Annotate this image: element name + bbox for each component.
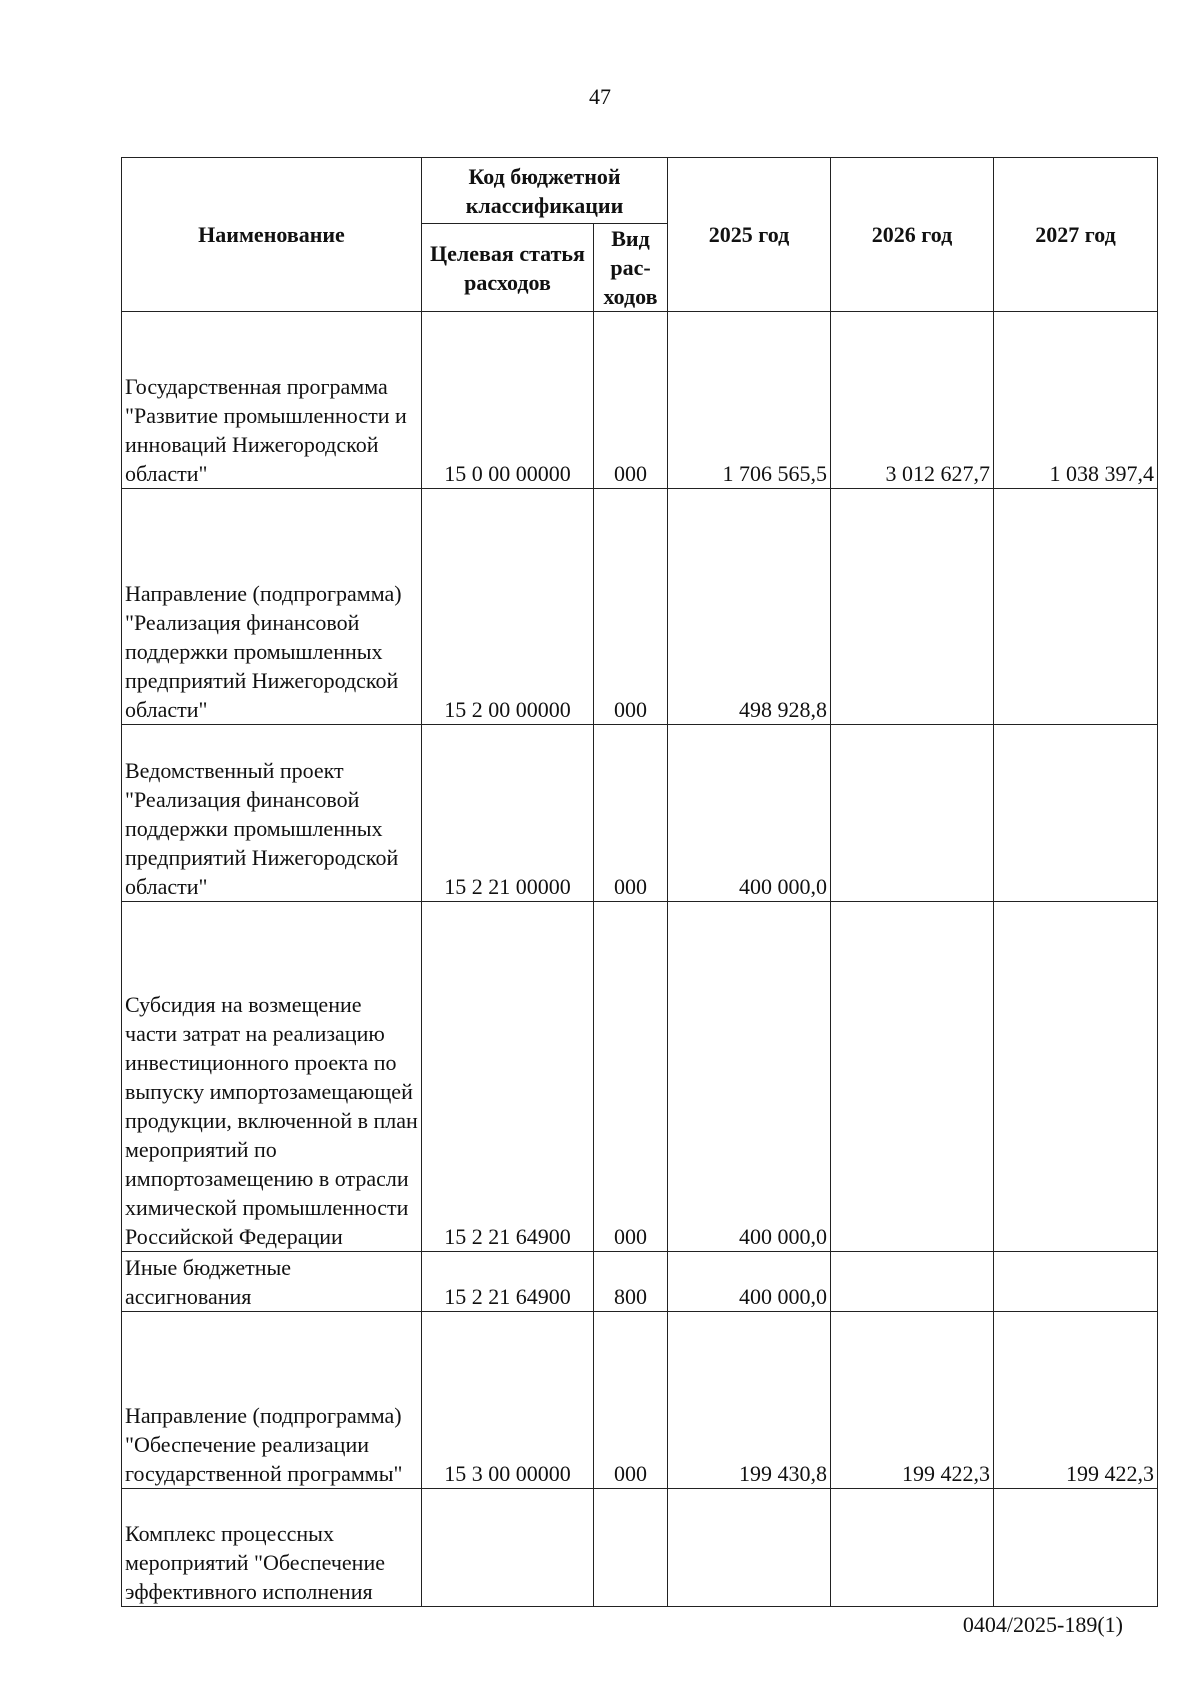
header-2025: 2025 год bbox=[668, 158, 831, 312]
row-type: 000 bbox=[594, 1312, 668, 1489]
row-name: Иные бюджетные ассигнования bbox=[122, 1252, 422, 1312]
table-row bbox=[122, 902, 1158, 1252]
row-name: Комплекс процессных мероприятий "Обеспечение эффективного исполнения bbox=[122, 1489, 422, 1607]
row-2026 bbox=[831, 1252, 994, 1312]
row-2025: 400 000,0 bbox=[668, 725, 831, 902]
table-row bbox=[122, 312, 1158, 489]
row-name: Направление (подпрограмма) "Обеспечение реализации государственной программы" bbox=[122, 1312, 422, 1489]
row-2027: 199 422,3 bbox=[994, 1312, 1158, 1489]
row-2026 bbox=[831, 725, 994, 902]
header-2026: 2026 год bbox=[831, 158, 994, 312]
row-2027: 1 038 397,4 bbox=[994, 312, 1158, 489]
row-code bbox=[422, 1489, 594, 1607]
row-name: Субсидия на возмещение части затрат на реализацию инвестиционного проекта по выпуску импортозамещающей продукции, включенной в план мероприятий по импортозамещению в отрасли химической промышленности Российской Федерации bbox=[122, 902, 422, 1252]
row-2025: 498 928,8 bbox=[668, 489, 831, 725]
row-type: 000 bbox=[594, 312, 668, 489]
page-number: 47 bbox=[589, 84, 611, 109]
row-type: 800 bbox=[594, 1252, 668, 1312]
row-2025: 400 000,0 bbox=[668, 902, 831, 1252]
row-code: 15 2 21 64900 bbox=[422, 1252, 594, 1312]
row-type bbox=[594, 1489, 668, 1607]
row-2026: 199 422,3 bbox=[831, 1312, 994, 1489]
header-code-group: Код бюджетной классификации bbox=[422, 158, 668, 224]
header-2027: 2027 год bbox=[994, 158, 1158, 312]
row-code: 15 0 00 00000 bbox=[422, 312, 594, 489]
row-2027 bbox=[994, 1489, 1158, 1607]
row-code: 15 2 21 00000 bbox=[422, 725, 594, 902]
table-row bbox=[122, 1252, 1158, 1312]
row-2027 bbox=[994, 902, 1158, 1252]
row-type: 000 bbox=[594, 902, 668, 1252]
row-2026 bbox=[831, 489, 994, 725]
header-target-article: Целевая статья расходов bbox=[422, 224, 594, 312]
row-2025: 199 430,8 bbox=[668, 1312, 831, 1489]
document-code: 0404/2025-189(1) bbox=[962, 1612, 1123, 1637]
row-code: 15 3 00 00000 bbox=[422, 1312, 594, 1489]
row-2027 bbox=[994, 489, 1158, 725]
row-name: Ведомственный проект "Реализация финансовой поддержки промышленных предприятий Нижегородской области" bbox=[122, 725, 422, 902]
row-type: 000 bbox=[594, 489, 668, 725]
row-name: Направление (подпрограмма) "Реализация финансовой поддержки промышленных предприятий Нижегородской области" bbox=[122, 489, 422, 725]
row-2025: 1 706 565,5 bbox=[668, 312, 831, 489]
row-2025: 400 000,0 bbox=[668, 1252, 831, 1312]
row-code: 15 2 21 64900 bbox=[422, 902, 594, 1252]
table-row bbox=[122, 725, 1158, 902]
row-2027 bbox=[994, 725, 1158, 902]
budget-table bbox=[121, 157, 1158, 1607]
table-row bbox=[122, 1312, 1158, 1489]
row-2026 bbox=[831, 902, 994, 1252]
row-2027 bbox=[994, 1252, 1158, 1312]
row-code: 15 2 00 00000 bbox=[422, 489, 594, 725]
header-expense-type: Вид рас-ходов bbox=[594, 224, 668, 312]
table-row bbox=[122, 489, 1158, 725]
row-2026 bbox=[831, 1489, 994, 1607]
header-name: Наименование bbox=[122, 158, 422, 312]
row-2025 bbox=[668, 1489, 831, 1607]
row-type: 000 bbox=[594, 725, 668, 902]
table-row bbox=[122, 1489, 1158, 1607]
row-name: Государственная программа "Развитие промышленности и инноваций Нижегородской области" bbox=[122, 312, 422, 489]
row-2026: 3 012 627,7 bbox=[831, 312, 994, 489]
